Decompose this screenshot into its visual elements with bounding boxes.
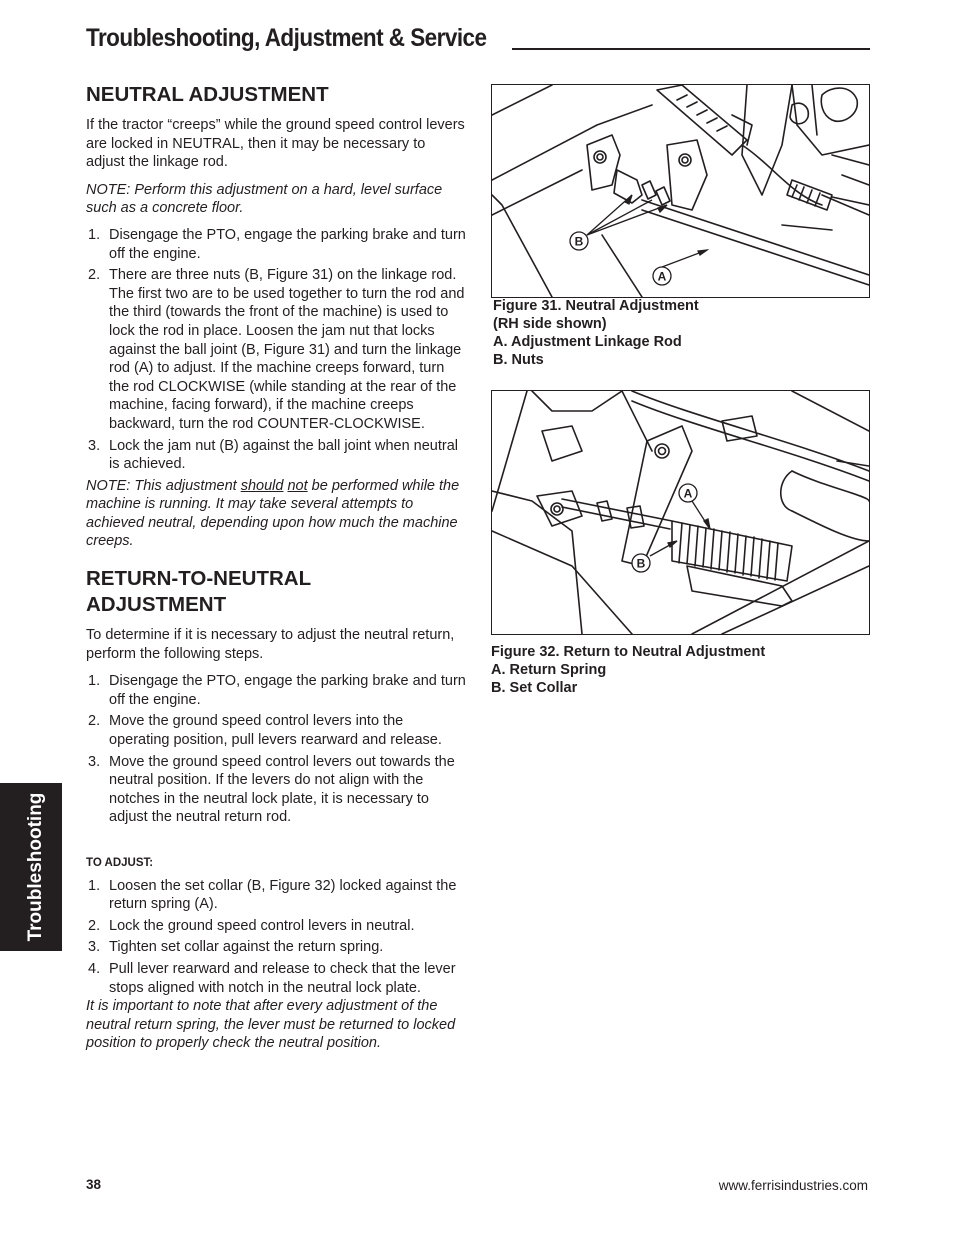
- left-column: [86, 82, 466, 1053]
- figure-32-caption: Figure 32. Return to Neutral Adjustment A. Return Spring B. Set Collar: [491, 644, 766, 696]
- list-item: 2. Move the ground speed control levers into the operating position, pull levers rearward and release.: [88, 713, 442, 749]
- figure-32-illustration: [491, 390, 870, 635]
- rtn-closing-note: It is important to note that after every adjustment of the neutral return spring, the lever must be returned to locked position to properly check the neutral position.: [86, 998, 456, 1052]
- list-item: 3. Move the ground speed control levers out towards the neutral position. If the levers do not align with the notches in the neutral lock plate, it is necessary to adjust the neutral return rod.: [88, 753, 455, 826]
- neutral-note-surface: NOTE: Perform this adjustment on a hard, level surface such as a concrete floor.: [86, 181, 443, 217]
- to-adjust-label: TO ADJUST:: [86, 857, 154, 869]
- neutral-adjustment-drawing: [492, 85, 869, 297]
- side-tab-label: Troubleshooting: [25, 792, 46, 942]
- list-item: 3. Tighten set collar against the return spring.: [88, 939, 384, 956]
- neutral-adjustment-heading: NEUTRAL ADJUSTMENT: [86, 83, 329, 106]
- figure-32-callout-b: B: [636, 556, 646, 571]
- header-rule: [512, 48, 870, 50]
- page-header-title: Troubleshooting, Adjustment & Service: [86, 24, 487, 52]
- list-item: 3. Lock the jam nut (B) against the ball joint when neutral is achieved.: [88, 437, 459, 473]
- rtn-intro: To determine if it is necessary to adjust the neutral return, perform the following steps.: [86, 627, 455, 662]
- figure-31-illustration: [491, 84, 870, 298]
- list-item: 1. Loosen the set collar (B, Figure 32) locked against the return spring (A).: [88, 877, 457, 913]
- figure-32-callout-a: A: [683, 486, 693, 501]
- neutral-note-running: NOTE: This adjustment should not be performed while the machine is running. It may take several attempts to achieved neutral, depending upon how much the machine creeps.: [86, 477, 460, 550]
- neutral-intro: If the tractor “creeps” while the ground speed control levers are locked in NEUTRAL, then it may be necessary to adjust the linkage rod.: [86, 117, 465, 171]
- return-to-neutral-drawing: [492, 391, 869, 634]
- list-item: 4. Pull lever rearward and release to check that the lever stops aligned with notch in the neutral lock plate.: [88, 960, 456, 996]
- footer-url: www.ferrisindustries.com: [718, 1178, 868, 1193]
- list-item: 1. Disengage the PTO, engage the parking brake and turn off the engine.: [88, 673, 466, 708]
- figure-31-callout-a: A: [657, 269, 667, 284]
- figure-31-caption: Figure 31. Neutral Adjustment (RH side shown) A. Adjustment Linkage Rod B. Nuts: [493, 298, 699, 368]
- neutral-steps: [86, 226, 466, 474]
- list-item: 1. Disengage the PTO, engage the parking brake and turn off the engine.: [88, 226, 466, 262]
- rtn-heading: RETURN-TO-NEUTRAL ADJUSTMENT: [86, 567, 312, 617]
- list-item: 2. Lock the ground speed control levers in neutral.: [88, 917, 415, 934]
- figure-31-callout-b: B: [574, 234, 584, 249]
- rtn-steps: [86, 672, 466, 827]
- list-item: 2. There are three nuts (B, Figure 31) on the linkage rod. The first two are to be used together to turn the rod and the third (towards the front of the machine) is used to lock the rod in place. Loosen the jam nut that locks against the ball joint (B, Figure 31) and turn the linkage rod (A) to adjust. If the machine creeps forward, turn the rod CLOCKWISE (while standing at the rear of the machine, facing forward), if the machine creeps backward, turn the rod COUNTER-CLOCKWISE.: [88, 267, 465, 432]
- page-number: 38: [86, 1177, 102, 1192]
- adjust-steps: [86, 877, 466, 998]
